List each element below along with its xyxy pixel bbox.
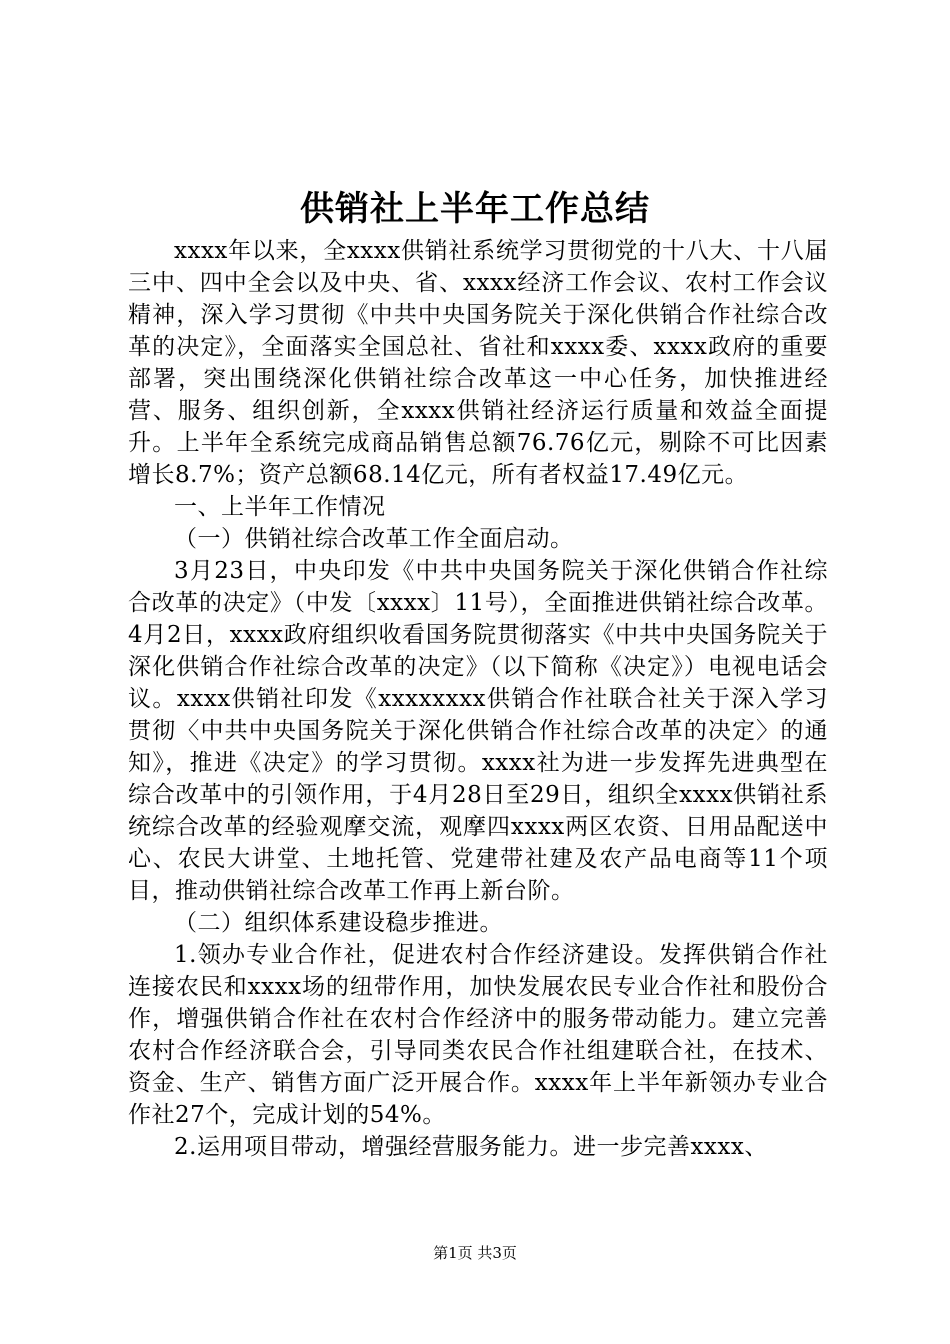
document-title: 供销社上半年工作总结 (300, 189, 650, 229)
subsection-heading-2: （二）组织体系建设稳步推进。 (174, 910, 503, 936)
paragraph-intro: xxxx年以来，全xxxx供销社系统学习贯彻党的十八大、十八届三中、四中全会以及中央、省、xxxx经济工作会议、农村工作会议精神，深入学习贯彻《中共中央国务院关于深化供销合作社综合改革的决定》，全面落实全国总社、省社和xxxx委、xxxx政府的重要部署，突出围绕深化供销社综合改革这一中心任务，加快推进经营、服务、组织创新，全xxxx供销社经济运行质量和效益全面提升。上半年全系统完成商品销售总额76.76亿元，剔除不可比因素增长8.7%；资产总额68.14亿元，所有者权益17.49亿元。 (128, 238, 828, 488)
paragraph-projects: 2.运用项目带动，增强经营服务能力。进一步完善xxxx、 (174, 1134, 768, 1160)
section-heading-1: 一、上半年工作情况 (174, 494, 386, 520)
paragraph-reform: 3月23日，中央印发《中共中央国务院关于深化供销合作社综合改革的决定》（中发〔xxxx〕11号），全面推进供销社综合改革。4月2日，xxxx政府组织收看国务院贯彻落实《中共中央国务院关于深化供销合作社综合改革的决定》（以下简称《决定》）电视电话会议。xxxx供销社印发《xxxxxxxx供销合作社联合社关于深入学习贯彻〈中共中央国务院关于深化供销合作社综合改革的决定〉的通知》，推进《决定》的学习贯彻。xxxx社为进一步发挥先进典型在综合改革中的引领作用，于4月28日至29日，组织全xxxx供销社系统综合改革的经验观摩交流，观摩四xxxx两区农资、日用品配送中心、农民大讲堂、土地托管、党建带社建及农产品电商等11个项目，推动供销社综合改革工作再上新台阶。 (128, 558, 828, 904)
subsection-heading-1: （一）供销社综合改革工作全面启动。 (174, 526, 574, 552)
paragraph-cooperatives: 1.领办专业合作社，促进农村合作经济建设。发挥供销合作社连接农民和xxxx场的纽带作用，加快发展农民专业合作社和股份合作，增强供销合作社在农村合作经济中的服务带动能力。建立完善农村合作经济联合会，引导同类农民合作社组建联合社，在技术、资金、生产、销售方面广泛开展合作。xxxx年上半年新领办专业合作社27个，完成计划的54%。 (128, 942, 828, 1128)
page-number-footer: 第1页 共3页 (433, 1244, 517, 1262)
document-body (128, 235, 828, 1163)
